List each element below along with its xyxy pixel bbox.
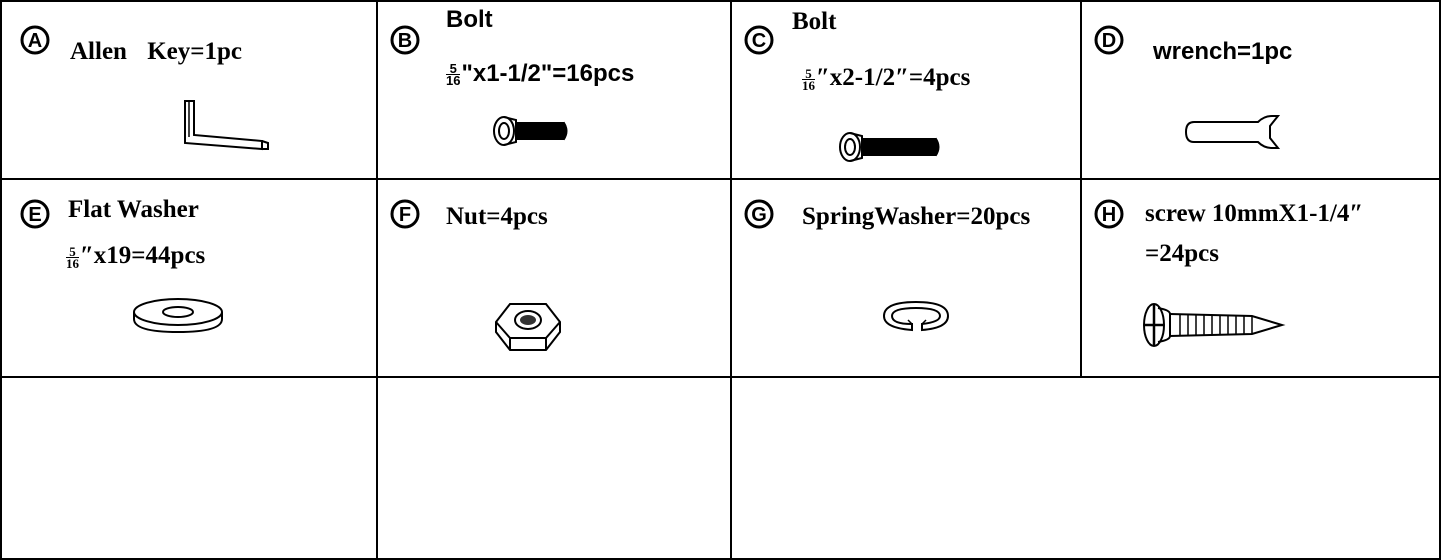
letter-d-badge — [1094, 25, 1124, 55]
letter-f-badge — [390, 199, 420, 229]
fraction-five-sixteenths: $\frac{5}{16}$ — [446, 61, 461, 89]
spring-washer-label: SpringWasher=20pcs — [802, 203, 1031, 230]
hex-nut-icon — [492, 298, 564, 356]
cell-b — [376, 0, 732, 180]
bolt-c-title: Bolt — [792, 8, 837, 35]
bolt-c-size: $\frac{5}{16}$ ″x2-1/2″=4pcs — [802, 64, 971, 93]
letter-h-badge — [1094, 199, 1124, 229]
flat-washer-title: Flat Washer — [68, 196, 199, 223]
cell-d — [1080, 0, 1441, 180]
screw-label-line2: =24pcs — [1145, 240, 1219, 267]
nut-label: Nut=4pcs — [446, 203, 548, 230]
letter-a: A — [27, 30, 43, 52]
letter-b-badge — [390, 25, 420, 55]
bolt-b-title: Bolt — [446, 6, 493, 33]
letter-c: C — [751, 30, 767, 52]
letter-c-badge — [744, 25, 774, 55]
bolt-short-icon — [486, 114, 572, 148]
wrench-label: wrench=1pc — [1153, 38, 1293, 65]
letter-h: H — [1101, 204, 1117, 226]
cell-empty-1 — [0, 376, 378, 560]
letter-e: E — [28, 204, 42, 226]
letter-g-badge — [744, 199, 774, 229]
screw-icon — [1140, 300, 1286, 350]
screw-label-line1: screw 10mmX1-1/4″ — [1145, 200, 1364, 227]
cell-empty-3 — [730, 376, 1441, 560]
flat-washer-icon — [130, 295, 226, 337]
letter-g: G — [751, 204, 767, 226]
cell-a — [0, 0, 378, 180]
letter-b: B — [397, 30, 413, 52]
flat-washer-size: $\frac{5}{16}$ ″x19=44pcs — [66, 242, 206, 271]
cell-empty-2 — [376, 376, 732, 560]
bolt-b-size: $\frac{5}{16}$ "x1-1/2"=16pcs — [446, 60, 635, 89]
spring-washer-icon — [878, 296, 954, 336]
letter-d: D — [1101, 30, 1117, 52]
fraction-five-sixteenths: $\frac{5}{16}$ — [66, 243, 79, 271]
letter-e-badge — [20, 199, 50, 229]
allen-key-icon — [180, 97, 272, 153]
wrench-icon — [1180, 112, 1290, 152]
bolt-long-icon — [832, 130, 944, 164]
fraction-five-sixteenths: $\frac{5}{16}$ — [802, 65, 815, 93]
allen-key-label: Allen Key=1pc — [70, 38, 242, 65]
letter-a-badge — [20, 25, 50, 55]
letter-f: F — [398, 204, 412, 226]
